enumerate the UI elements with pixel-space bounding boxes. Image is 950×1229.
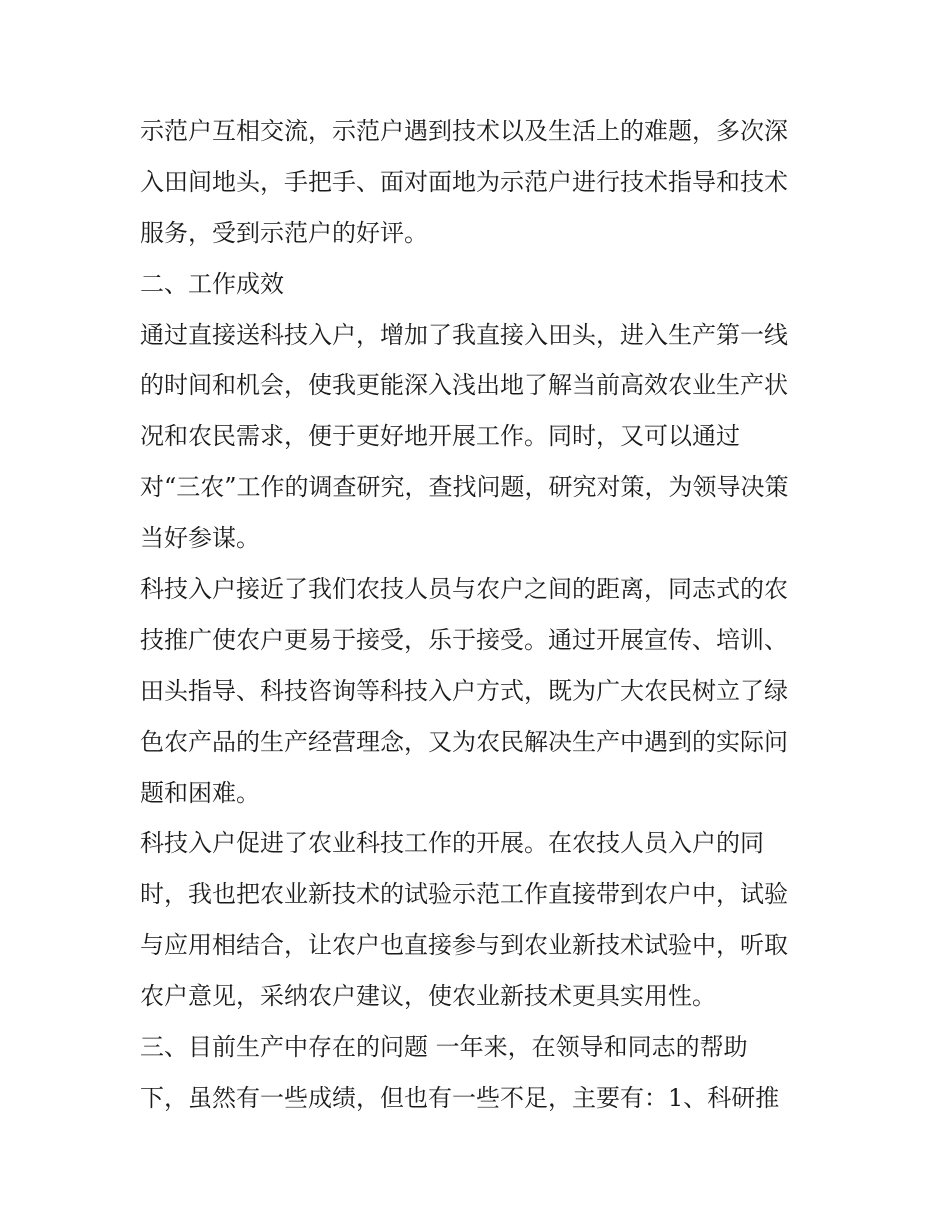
text-line: 科技入户促进了农业科技工作的开展。在农技人员入户的同 xyxy=(140,829,764,858)
text-line: 况和农民需求，便于更好地开展工作。同时，又可以通过 xyxy=(140,422,740,451)
text-line: 的时间和机会，使我更能深入浅出地了解当前高效农业生产状 xyxy=(140,371,788,400)
text-line: 示范户互相交流，示范户遇到技术以及生活上的难题，多次深 xyxy=(140,117,788,145)
text-line: 服务，受到示范户的好评。 xyxy=(140,218,428,247)
text-line: 田头指导、科技咨询等科技入户方式，既为广大农民树立了绿 xyxy=(140,676,788,705)
section-heading: 三、目前生产中存在的问题 一年来，在领导和同志的帮助 xyxy=(140,1033,748,1062)
text-line: 题和困难。 xyxy=(140,778,260,807)
document-body xyxy=(140,106,820,1124)
text-line: 通过直接送科技入户，增加了我直接入田头，进入生产第一线 xyxy=(140,320,788,349)
text-line: 对“三农”工作的调查研究，查找问题，研究对策，为领导决策 xyxy=(140,473,789,502)
section-heading: 二、工作成效 xyxy=(140,269,284,298)
text-line: 与应用相结合，让农户也直接参与到农业新技术试验中，听取 xyxy=(140,931,788,960)
text-line: 色农产品的生产经营理念，又为农民解决生产中遇到的实际问 xyxy=(140,727,788,756)
text-line: 科技入户接近了我们农技人员与农户之间的距离，同志式的农 xyxy=(140,575,788,604)
text-line: 入田间地头，手把手、面对面地为示范户进行技术指导和技术 xyxy=(140,167,788,196)
text-line: 下，虽然有一些成绩，但也有一些不足，主要有：1、科研推 xyxy=(140,1083,780,1112)
text-line: 时，我也把农业新技术的试验示范工作直接带到农户中，试验 xyxy=(140,880,788,909)
text-line: 农户意见，采纳农户建议，使农业新技术更具实用性。 xyxy=(140,982,716,1011)
text-line: 当好参谋。 xyxy=(140,524,260,553)
text-line: 技推广使农户更易于接受，乐于接受。通过开展宣传、培训、 xyxy=(140,625,788,654)
